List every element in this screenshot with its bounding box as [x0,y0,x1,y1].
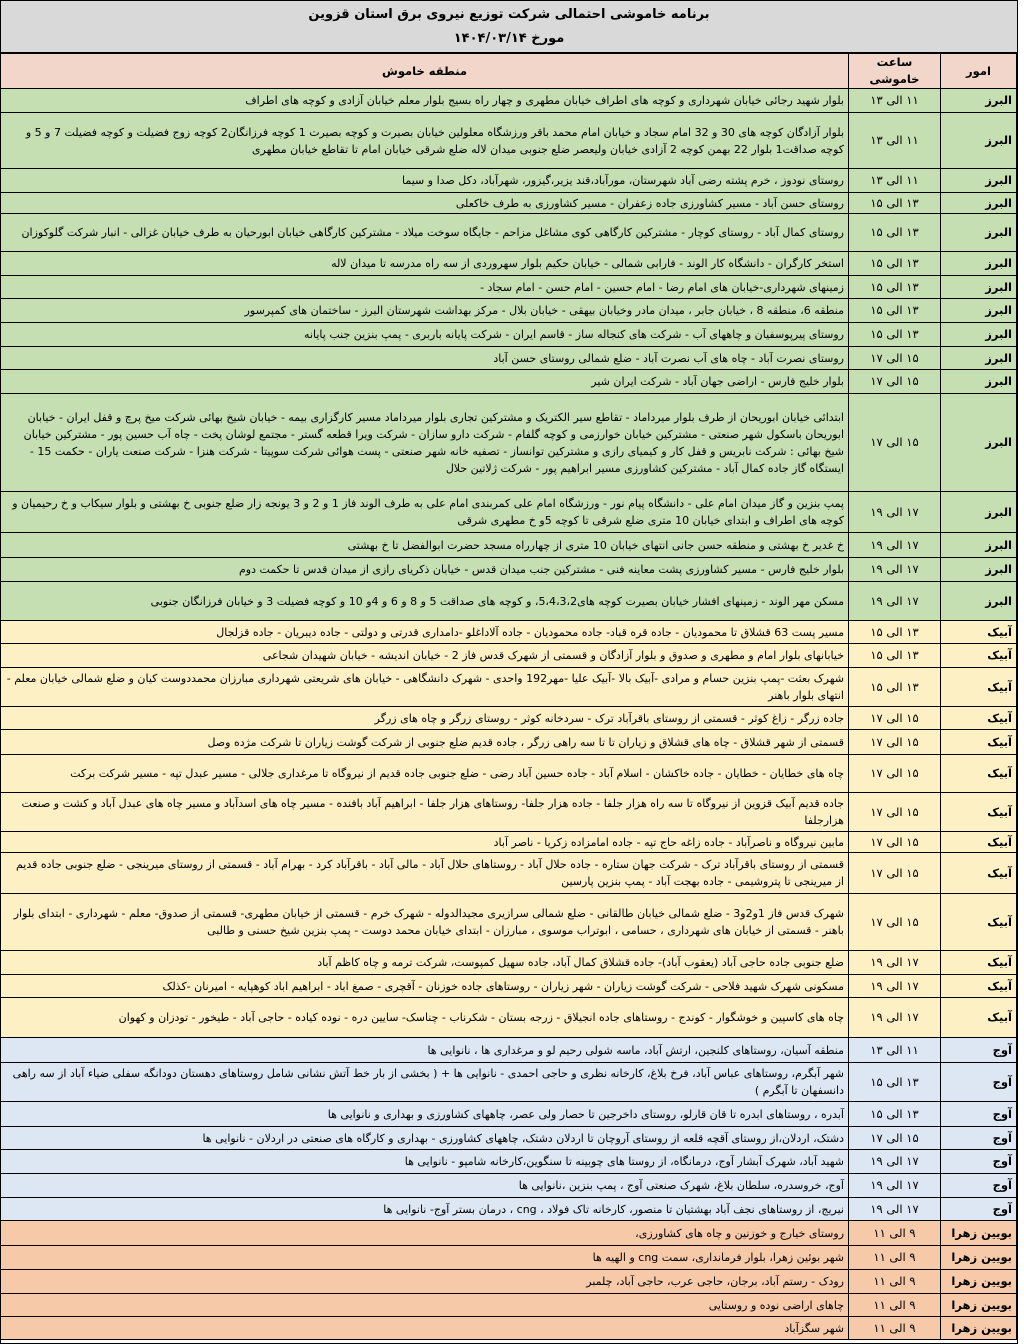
zone-cell: بلوار شهید رجائی خیابان شهرداری و کوچه های اطراف خیابان مطهری و چهار راه بسیج بلوار معلم خیابان آزادی و کوچه های اطراف [1,89,849,113]
area-cell: آبیک [941,832,1017,853]
zone-cell: خ غدیر خ بهشتی و منطقه حسن جانی انتهای خیابان 10 متری از چهارراه مسجد حضرت ابوالفضل تا خ بهشتی [1,533,849,558]
time-cell: ۱۷ الی ۱۹ [849,533,941,558]
table-row [1,621,1017,644]
area-cell: البرز [941,214,1017,252]
table-row [1,853,1017,894]
table-row [1,370,1017,394]
time-cell: ۹ الی ۱۱ [849,1270,941,1294]
table-row [1,1246,1017,1270]
area-cell: البرز [941,276,1017,299]
zone-cell: رودک - رستم آباد، برجان، حاجی عرب، حاجی آباد، چلمبر [1,1270,849,1294]
table-row [1,1063,1017,1102]
table-row [1,1150,1017,1174]
table-row [1,975,1017,998]
zone-cell: روستای کمال آباد - روستای کوچار - مشترکین کارگاهی کوی مشاغل مزاحم - جایگاه سوخت میلاد - مشترکین کارگاهی خیابان ابورحیان به طرف خیابان غزالی - انبار شرکت گلوکوزان [1,214,849,252]
area-cell: البرز [941,582,1017,621]
area-cell: البرز [941,558,1017,582]
time-cell: ۱۷ الی ۱۹ [849,492,941,533]
column-header-row [1,54,1017,89]
table-row [1,347,1017,370]
zone-cell: نیریج، از روستاهای نجف آباد بهشتیان تا منصور، کارخانه تاک فولاد ، cng ، درمان بستر آوج- نانوایی ها [1,1198,849,1221]
area-cell: البرز [941,193,1017,214]
table-row [1,1221,1017,1246]
time-cell: ۱۷ الی ۱۹ [849,1150,941,1174]
time-cell: ۹ الی ۱۱ [849,1221,941,1246]
time-cell: ۱۳ الی ۱۵ [849,214,941,252]
time-cell: ۱۷ الی ۱۹ [849,975,941,998]
area-cell: آبیک [941,998,1017,1038]
area-cell: البرز [941,492,1017,533]
table-row [1,894,1017,951]
table-row [1,582,1017,621]
zone-cell: پمپ بنزین و گاز میدان امام علی - دانشگاه پیام نور - ورزشگاه امام علی کمربندی امام علی به طرف الوند فاز 1 و 2 و 3 یونجه زار ضلع جنوبی خ بهشتی و بلوار سیکاب و خ رحیمیان و کوچه های اطراف و ابتدای خیابان 10 متری ضلع شرقی تا کوچه 5و خ مطهری شرقی [1,492,849,533]
zone-cell: روستای نصرت آباد - چاه های آب نصرت آباد - ضلع شمالی روستای حسن آباد [1,347,849,370]
zone-cell: ابتدائی خیابان ابوریحان از طرف بلوار میرداماد - تقاطع سیر الکتریک و مشترکین تجاری بلوار میرداماد مسیر کارگزاری بیمه - خیابان شیخ بهائی شرکت میخ پرچ و قفل ایران - خیابان ابوریحان باسکول شهر صنعتی - مشترکین خیابان خوارزمی و کوچه گلفام - شرکت دارو سازان - شرکت ویرا قطعه گستر - مجتمع لوشان پخت - چاه آب حسین پور - مشترکین خیابان شیخ بهائی : شرکت نابریس و قفل کار و کیمیای رازی و مشترکین توانساز - تصفیه خانه شهر صنعتی - پست هوائی شرکت سوپیتا - شرکت هنزا - شرکت صنعت یاران - حکمت 15 - ایستگاه گاز جاده کمال آباد - مشترکین کشاورزی مسیر ابراهیم پور - شرکت ژلاتین حلال [1,394,849,492]
area-cell: آوج [941,1174,1017,1198]
area-cell: البرز [941,370,1017,394]
area-cell: آبیک [941,621,1017,644]
table-row [1,299,1017,323]
time-cell: ۱۵ الی ۱۷ [849,832,941,853]
table-row [1,755,1017,793]
table-row [1,252,1017,276]
time-cell: ۱۵ الی ۱۷ [849,793,941,832]
time-cell: ۱۳ الی ۱۵ [849,252,941,276]
area-cell: البرز [941,252,1017,276]
zone-cell: چاهای اراضی نوده و روستایی [1,1294,849,1317]
time-cell: ۱۱ الی ۱۳ [849,1038,941,1063]
area-cell: بویین زهرا [941,1221,1017,1246]
table-row [1,707,1017,730]
column-header-area: امور [941,54,1017,89]
time-cell: ۱۷ الی ۱۹ [849,951,941,975]
time-cell: ۱۳ الی ۱۵ [849,193,941,214]
area-cell: آبیک [941,975,1017,998]
zone-cell: روستای پیرپوسفیان و چاههای آب - شرکت های کنجاله ساز - قاسم ایران - شرکت پایانه باربری - پمپ بنزین جنب پایانه [1,323,849,347]
table-row [1,276,1017,299]
time-cell: ۱۳ الی ۱۵ [849,299,941,323]
table-row [1,193,1017,214]
zone-cell: چاه های خطایان - خطایان - جاده خاکشان - اسلام آباد - جاده حسین آباد رضی - ضلع جنوبی جاده قدیم از نیروگاه تا مرغداری جلالی - مسیر عبدل تپه - مسیر شرکت برکت [1,755,849,793]
zone-cell: روستای حسن آباد - مسیر کشاورزی جاده زعفران - مسیر کشاورزی به طرف خاکعلی [1,193,849,214]
table-body [1,89,1017,1340]
zone-cell: مسکن مهر الوند - زمینهای افشار خیابان بصیرت کوچه های5،4،3،2، و کوچه های صداقت 5 و 8 و 6 و 4و 10 و کوچه فضیلت 3 و خیابان فرزانگان جنوبی [1,582,849,621]
title-block [1,1,1017,53]
time-cell: ۱۱ الی ۱۳ [849,169,941,193]
zone-cell: شهر سگزآباد [1,1317,849,1340]
area-cell: البرز [941,323,1017,347]
area-cell: آبیک [941,853,1017,894]
time-cell: ۹ الی ۱۱ [849,1317,941,1340]
zone-cell: شهر آبگرم، روستاهای عباس آباد، فرخ بلاغ، کارخانه نظری و حاجی احمدی - نانوایی ها + ( بخشی از بار خط آتش نشانی شامل روستاهای دهستان دودانگه سفلی ضیاء آباد از سه راهی دانسفهان تا آبگرم ) [1,1063,849,1102]
zone-cell: بلوار خلیج فارس - مسیر کشاورزی پشت معاینه فنی - مشترکین جنب میدان قدس - خیابان ذکریای رازی از میدان قدس تا حکمت دوم [1,558,849,582]
area-cell: البرز [941,533,1017,558]
area-cell: بویین زهرا [941,1294,1017,1317]
zone-cell: زمینهای شهرداری-خیابان های امام رضا - امام حسین - امام حسن - امام سجاد - [1,276,849,299]
zone-cell: شهر بوئین زهرا، بلوار فرمانداری، سمت cng و الهیه ها [1,1246,849,1270]
zone-cell: روستای نودوز ، خرم پشته رضی آباد شهرستان، مورآباد،قند یزیر،گیزور، شهرآباد، دکل صدا و سیما [1,169,849,193]
area-cell: البرز [941,347,1017,370]
table-row [1,1127,1017,1150]
zone-cell: قسمتی از روستای باقرآباد ترک - شرکت جهان ستاره - جاده حلال آباد - روستاهای حلال آباد - مالی آباد - باقرآباد کرد - بهرام آباد - قسمتی از روستای میرینجی - ضلع جنوبی جاده قدیم از میرینجی تا پتروشیمی - جاده بهجت آباد - پمپ بنزین پارسین [1,853,849,894]
table-row [1,1102,1017,1127]
area-cell: بویین زهرا [941,1317,1017,1340]
time-cell: ۱۷ الی ۱۹ [849,558,941,582]
area-cell: البرز [941,299,1017,323]
time-cell: ۱۵ الی ۱۷ [849,1127,941,1150]
zone-cell: خیابانهای بلوار امام و مطهری و صدوق و بلوار آزادگان و قسمتی از شهرک قدس فاز 2 - خیابان اندیشه - خیابان شهیدان شجاعی [1,644,849,668]
time-cell: ۱۳ الی ۱۵ [849,621,941,644]
area-cell: آوج [941,1102,1017,1127]
document-date: مورخ ۱۴۰۴/۰۳/۱۴ [453,31,565,46]
zone-cell: چاه های کاسپین و خوشگوار - کوندج - روستاهای جاده انجیلاق - زرجه بستان - شکرناب - چناسک- سایین دره - نوده کیاده - حاجی آباد - طیخور - تودزان و کهوان [1,998,849,1038]
area-cell: آوج [941,1198,1017,1221]
document-title: برنامه خاموشی احتمالی شرکت توزیع نیروی برق استان قزوین [308,7,710,22]
zone-cell: ضلع جنوبی جاده حاجی آباد (یعقوب آباد)- جاده قشلاق کمال آباد، جاده سهیل کمپوست، شرکت ترمه و چاه کاظم آباد [1,951,849,975]
zone-cell: دشتک، اردلان،از روستای آقچه قلعه از روستای آروچان تا اردلان دشتک، چاههای کشاورزی - بهداری و کارگاه های صنعتی در اردلان - نانوایی ها [1,1127,849,1150]
zone-cell: شهرک قدس فاز 1و2و3 - ضلع شمالی خیابان طالقانی - ضلع شمالی سرازیری مجیدالدوله - شهرک خرم - قسمتی از خیابان مطهری- قسمتی از صدوق- معلم - شهرداری - ابتدای بلوار باهنر - قسمتی از خیابان های شهرداری ، حسامی ، ابوتراب موسوی ، مبارزان - ابتدای خیابان محمد دوست - پمپ بنزین شیخ حسنی و طالبی [1,894,849,951]
area-cell: بویین زهرا [941,1246,1017,1270]
time-cell: ۱۷ الی ۱۹ [849,582,941,621]
time-cell: ۱۱ الی ۱۳ [849,113,941,169]
area-cell: البرز [941,89,1017,113]
area-cell: آبیک [941,730,1017,755]
zone-cell: مابین نیروگاه و ناصرآباد - جاده زاغه حاج تپه - جاده امامزاده زکریا - ناصر آباد [1,832,849,853]
zone-cell: آوج، خروسدره، سلطان بلاغ، شهرک صنعتی آوج ، پمپ بنزین ،نانوایی ها [1,1174,849,1198]
zone-cell: بلوار خلیج فارس - اراضی جهان آباد - شرکت ایران شیر [1,370,849,394]
time-cell: ۱۵ الی ۱۷ [849,755,941,793]
zone-cell: جاده زرگر - زاغ کوثر - قسمتی از روستای باقرآباد ترک - سردخانه کوثر - روستای زرگر و چاه های زرگر [1,707,849,730]
column-header-time: ساعت خاموشی [849,54,941,89]
area-cell: البرز [941,394,1017,492]
table-row [1,832,1017,853]
time-cell: ۱۵ الی ۱۷ [849,894,941,951]
area-cell: آبیک [941,755,1017,793]
area-cell: آبیک [941,644,1017,668]
table-row [1,394,1017,492]
area-cell: آبیک [941,894,1017,951]
time-cell: ۱۳ الی ۱۵ [849,1102,941,1127]
table-row [1,1270,1017,1294]
time-cell: ۱۵ الی ۱۷ [849,370,941,394]
zone-cell: مسیر پست 63 قشلاق تا محمودیان - جاده قره قباد- جاده محمودیان - جاده آلاداغلو -دامداری قدرتی و دولتی - جاده دیبریان - جاده قزلجال [1,621,849,644]
time-cell: ۱۳ الی ۱۵ [849,644,941,668]
time-cell: ۱۳ الی ۱۵ [849,1063,941,1102]
zone-cell: مسکونی شهرک شهید فلاحی - شرکت گوشت زیاران - شهر زیاران - روستاهای جاده خوزنان - آقچری - صمغ اباد - ابراهیم اباد کوهپایه - امیرنان -کذلک [1,975,849,998]
time-cell: ۱۷ الی ۱۹ [849,1174,941,1198]
table-row [1,793,1017,832]
time-cell: ۱۳ الی ۱۵ [849,276,941,299]
zone-cell: جاده قدیم آبیک قزوین از نیروگاه تا سه راه هزار جلفا - جاده هزار جلفا- روستاهای هزار جلفا - ابراهیم آباد بافنده - مسیر چاه های اسدآباد و مسیر چاه های عبدل آباد و کشت و صنعت هزارجلفا [1,793,849,832]
area-cell: آبیک [941,668,1017,707]
time-cell: ۱۳ الی ۱۵ [849,323,941,347]
zone-cell: آبدره ، روستاهای ابدره تا قان قارلو، روستای داخرجین تا حصار ولی عصر، چاههای کشاورزی و بهداری و نانوایی ها [1,1102,849,1127]
area-cell: آوج [941,1063,1017,1102]
table-row [1,1038,1017,1063]
time-cell: ۱۵ الی ۱۷ [849,730,941,755]
table-row [1,951,1017,975]
area-cell: بویین زهرا [941,1270,1017,1294]
table-row [1,169,1017,193]
time-cell: ۱۵ الی ۱۷ [849,394,941,492]
time-cell: ۱۱ الی ۱۳ [849,89,941,113]
table-row [1,730,1017,755]
zone-cell: استخر کارگران - دانشگاه کار الوند - فارابی شمالی - خیابان حکیم بلوار سهروردی از سه راه مدرسه تا میدان لاله [1,252,849,276]
time-cell: ۹ الی ۱۱ [849,1246,941,1270]
zone-cell: منطقه 6، منطقه 8 ، خیابان جابر ، میدان مادر وخیابان بیهقی - خیابان بلال - مرکز بهداشت شهرستان البرز - ساختمان های کمپرسور [1,299,849,323]
time-cell: ۱۷ الی ۱۹ [849,998,941,1038]
table-row [1,1174,1017,1198]
table-row [1,323,1017,347]
area-cell: البرز [941,113,1017,169]
zone-cell: بلوار آزادگان کوچه های 30 و 32 امام سجاد و خیابان امام محمد باقر ورزشگاه معلولین خیابان بصیرت و کوچه بصیرت 1 کوچه فرزانگان2 کوچه زوج فضیلت و کوچه فضیلت 7 و 5 و کوچه صداقت1 بلوار 22 بهمن کوچه 2 آزادی خیابان ولیعصر ضلع جنوبی میدان لاله ضلع شرقی خیابان امام تا تقاطع خیابان مطهری [1,113,849,169]
area-cell: آوج [941,1150,1017,1174]
table-row [1,644,1017,668]
column-header-zone: منطقه خاموش [1,54,849,89]
time-cell: ۱۷ الی ۱۹ [849,1198,941,1221]
time-cell: ۱۵ الی ۱۷ [849,707,941,730]
area-cell: آبیک [941,951,1017,975]
table-row [1,558,1017,582]
table-row [1,533,1017,558]
time-cell: ۱۳ الی ۱۵ [849,668,941,707]
table-row [1,668,1017,707]
table-row [1,492,1017,533]
area-cell: آبیک [941,793,1017,832]
table-row [1,214,1017,252]
time-cell: ۱۵ الی ۱۷ [849,347,941,370]
table-row [1,1294,1017,1317]
table-row [1,1198,1017,1221]
zone-cell: منطقه آسیان، روستاهای کلنجین، ارتش آباد، ماسه شولی رحیم لو و مرغداری ها ، نانوایی ها [1,1038,849,1063]
table-row [1,1317,1017,1340]
zone-cell: قسمتی از شهر قشلاق - چاه های قشلاق و زیاران تا تا سه راهی زرگر ، جاده قدیم ضلع جنوبی از شرکت گوشت زیاران تا شرکت مژده وصل [1,730,849,755]
table-row [1,998,1017,1038]
zone-cell: روستای خیارج و خوزنین و چاه های کشاورزی، [1,1221,849,1246]
time-cell: ۱۵ الی ۱۷ [849,853,941,894]
time-cell: ۹ الی ۱۱ [849,1294,941,1317]
table-row [1,89,1017,113]
zone-cell: شهید آباد، شهرک آبشار آوج، درمانگاه، از روستا های چوبینه تا سنگوین،کارخانه شامپو - نانوایی ها [1,1150,849,1174]
table-row [1,113,1017,169]
area-cell: آوج [941,1038,1017,1063]
area-cell: آبیک [941,707,1017,730]
zone-cell: شهرک بعثت -پمپ بنزین حسام و مرادی -آبیک بالا -آبیک علیا -مهر192 واحدی - شهرک دانشگاهی - خیابان های شریعتی شهرداری مبارزان محمددوست کیان و ضلع شمالی خیابان معلم - انتهای بلوار باهنر [1,668,849,707]
area-cell: البرز [941,169,1017,193]
area-cell: آوج [941,1127,1017,1150]
outage-table [0,53,1017,1340]
